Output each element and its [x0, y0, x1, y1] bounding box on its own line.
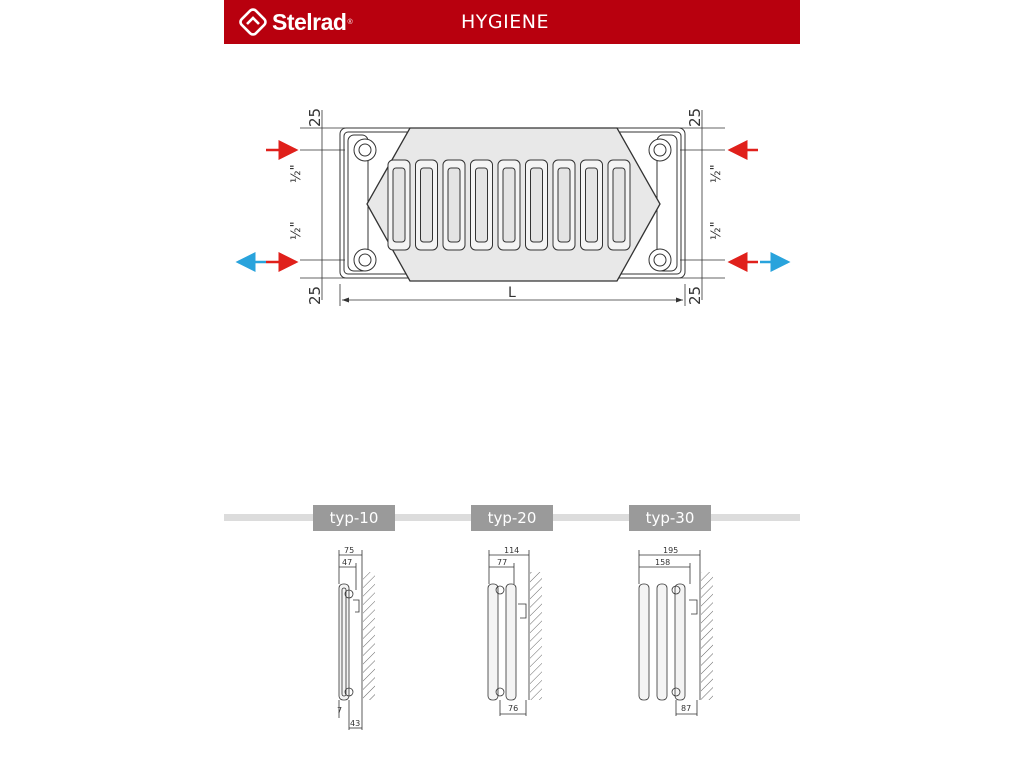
radiator-fin-inner	[558, 168, 570, 242]
dim-top-right: 25	[686, 107, 704, 127]
thread-bottom-left: ½"	[289, 221, 304, 240]
side-view-typ-10	[339, 550, 375, 730]
typ10-bottom-b: 43	[350, 719, 361, 728]
typ10-bottom-a: 7	[337, 706, 343, 715]
typ20-bottom: 76	[508, 704, 519, 713]
radiator-fin-inner	[531, 168, 543, 242]
tab-typ-20: typ-20	[471, 505, 553, 531]
dim-bottom-right: 25	[686, 285, 704, 305]
typ20-depth-outer: 114	[504, 546, 520, 555]
product-title: HYGIENE	[461, 11, 549, 33]
typ30-depth-outer: 195	[663, 546, 679, 555]
radiator-fin-inner	[613, 168, 625, 242]
radiator-fins	[388, 160, 630, 250]
side-view-typ-20	[488, 550, 542, 716]
typ30-depth-inner: 158	[655, 558, 671, 567]
brand-registered-mark: ®	[347, 18, 353, 26]
tab-typ-10: typ-10	[313, 505, 395, 531]
dim-bottom-left: 25	[306, 285, 324, 305]
typ20-depth-inner: 77	[497, 558, 508, 567]
thread-bottom-right: ½"	[709, 221, 724, 240]
thread-top-left: ½"	[289, 164, 304, 183]
typ10-depth-inner: 47	[342, 558, 353, 567]
brand-name: Stelrad	[272, 9, 347, 35]
thread-top-right: ½"	[709, 164, 724, 183]
radiator-fin-inner	[586, 168, 598, 242]
dim-top-left: 25	[306, 107, 324, 127]
radiator-fin-inner	[393, 168, 405, 242]
radiator-fin-inner	[503, 168, 515, 242]
radiator-fin-inner	[476, 168, 488, 242]
typ30-bottom: 87	[681, 704, 692, 713]
length-label: L	[508, 285, 516, 301]
radiator-fin-inner	[421, 168, 433, 242]
typ10-depth-outer: 75	[344, 546, 355, 555]
side-view-typ-30	[639, 550, 713, 716]
radiator-fin-inner	[448, 168, 460, 242]
tab-typ-30: typ-30	[629, 505, 711, 531]
